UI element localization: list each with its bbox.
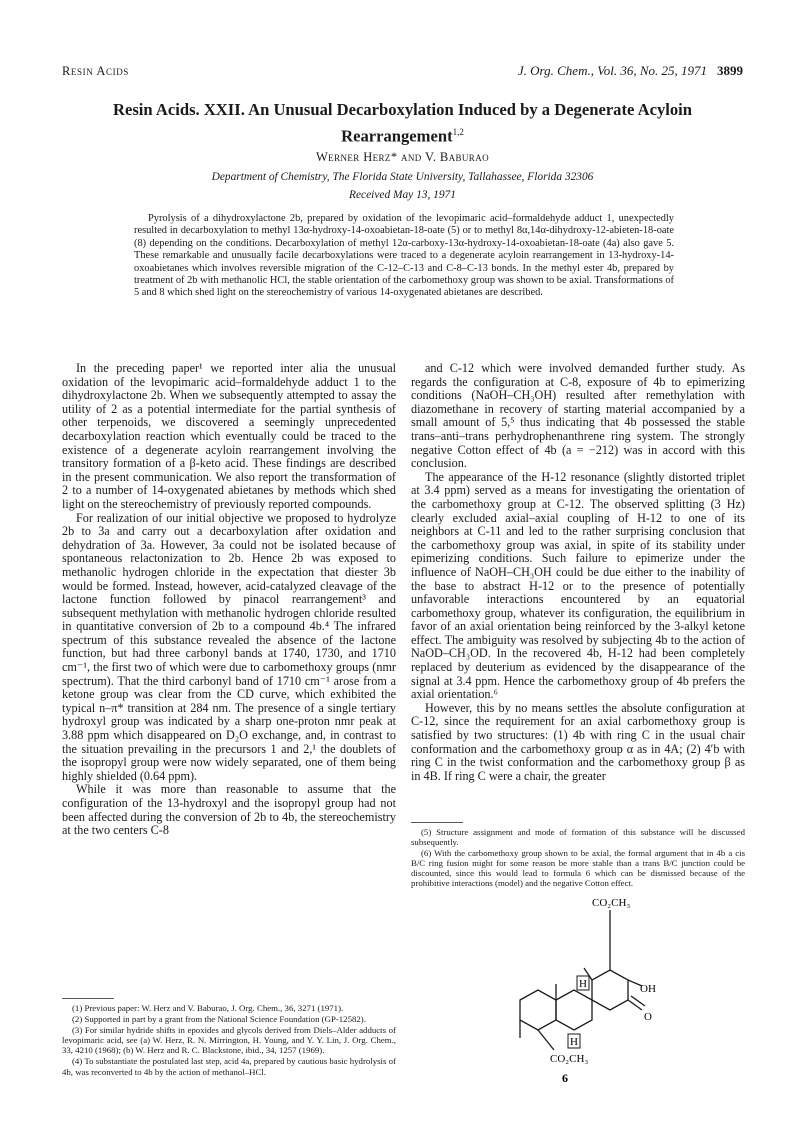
page-number: 3899 (717, 63, 743, 78)
article-title-text: Resin Acids. XXII. An Unusual Decarboxylation Induced by a Degenerate Acyloin Rearrangement (113, 100, 692, 146)
received-date: Received May 13, 1971 (349, 189, 456, 201)
o-label: O (644, 1011, 652, 1023)
running-header-section: Resin Acids (62, 64, 129, 78)
authors: Werner Herz* and V. Baburao (315, 150, 490, 164)
footnote: (2) Supported in part by a grant from the National Science Foundation (GP-12582). (72, 1014, 366, 1025)
bond-bottom (538, 1030, 554, 1050)
footnote: (1) Previous paper: W. Herz and V. Baburao, J. Org. Chem., 36, 3271 (1971). (72, 1003, 344, 1013)
bond-carbonyl (628, 1000, 642, 1010)
ring-a (520, 990, 556, 1030)
footnote: (6) With the carbomethoxy group shown to be axial, the formal argument that in 4b a cis B/C ring fusion might for some reason be more stable than a trans B/C junction could be discounted, since this would lead to formula 6 which can be dismissed because of the prohibitive interactions (model) and the negative Cotton effect. (411, 848, 745, 889)
footnote: (3) For similar hydride shifts in epoxides and glycols derived from Diels–Alder adducts of levopimaric acid, see (a) W. Herz, R. N. Mirrington, H. Young, and Y. Y. Lin, J. Org. Chem., 33, 4210 (1968); (b) W. Herz and R. C. Blackstone, ibid., 34, 1257 (1969). (62, 1025, 396, 1056)
footnote-rule (62, 998, 114, 999)
ring-b (556, 990, 592, 1030)
title-footnote-refs: 1,2 (452, 127, 464, 137)
journal-citation: J. Org. Chem., Vol. 36, No. 25, 1971 (517, 63, 707, 78)
bottom-group-label: CO₂CH₃ (550, 1053, 589, 1065)
paragraph: For realization of our initial objective we proposed to hydrolyze 2b to 3a and carry out a decarboxylation after oxidation and dehydration of 3a. However, 3a could not be isolated because of spontaneous relactonization to 2b. Hence 2b was exposed to methanolic hydrogen chloride in the expectation that diester 3b would be formed. Instead, however, acid-catalyzed cleavage of the lactone function followed by pinacol rearrangement³ and subsequent methylation with methanolic hydrogen chloride resulted in quantitative conversion of 2b to a compound 4b.⁴ The infrared spectrum of this substance revealed the absence of the lactone function, but had three carbonyl bands at 1740, 1730, and 1710 cm⁻¹, the first two of which were due to carbomethoxy groups (nmr spectrum). That the third carbonyl band of 1710 cm⁻¹ arose from a ketone group was clear from the CD curve, which exhibited the typical n–π* transition at 284 nm. The presence of a single tertiary hydroxyl group was indicated by a sharp one-proton nmr peak at 3.88 ppm which disappeared on D₂O exchange, and, in contrast to the situation prevailing in the precursors 1 and 2,¹ the doublets of the isopropyl group were now widely separated, one of them being highly shielded (0.64 ppm). (62, 510, 396, 783)
h-lower-label: H (570, 1036, 578, 1048)
ring-c (592, 970, 628, 1010)
abstract-text: Pyrolysis of a dihydroxylactone 2b, prepared by oxidation of the levopimaric acid–formaldehyde adduct 1, unexpectedly resulted in decarboxylation to methyl 13α-hydroxy-14-oxoabietan-18-oate (5) or to methyl 8α,14α-dihydroxy-12-abieten-18-oate (8) depending on the conditions. Decarboxylation of methyl 12α-carboxy-13α-hydroxy-14-oxoabietan-18-oate (4a) also gave 5. These remarkable and unusually facile decarboxylations were traced to a degenerate acyloin rearrangement in 13-hydroxy-14-oxoabietanes which involves reversible migration of the C-12–C-13 and C-8–C-13 bonds. In the methyl ester 4b, prepared by treatment of 2b with methanolic HCl, the stable orientation of the carbomethoxy group was shown to be axial. Transformations of 5 and 8 which shed light on the stereochemistry of various 14-oxygenated abietanes are described. (134, 213, 674, 299)
footnotes-right (411, 827, 745, 890)
top-group-label: CO₂CH₃ (592, 897, 631, 909)
structure-6-figure (480, 888, 680, 1088)
footnote: (5) Structure assignment and mode of formation of this substance will be discussed subsequently. (411, 827, 745, 848)
right-column (411, 362, 745, 783)
structure-6-drawing (480, 888, 680, 1088)
footnotes-left (62, 1003, 396, 1078)
footnote-rule (411, 822, 463, 823)
affiliation: Department of Chemistry, The Florida State University, Tallahassee, Florida 32306 (211, 171, 594, 183)
bond-carbonyl-2 (631, 996, 645, 1006)
paragraph: and C-12 which were involved demanded further study. As regards the configuration at C-8, exposure of 4b to epimerizing conditions (NaOH–CH₃OH) resulted after remethylation with diazomethane in recovery of starting material accompanied by a small amount of 5,⁵ thus indicating that 4b possessed the stable trans–anti–trans perhydrophenanthrene ring system. The strongly negative Cotton effect of 4b (a = −212) was in accord with this conclusion. (411, 361, 745, 471)
paragraph: While it was more than reasonable to assume that the configuration of the 13-hydroxyl and the isopropyl group had not been affected during the conversion of 2b to 4b, the stereochemistry at the two centers C-8 (62, 782, 396, 838)
running-header-journal (518, 63, 743, 79)
abstract (134, 213, 674, 300)
left-column (62, 362, 396, 838)
paragraph: However, this by no means settles the absolute configuration at C-12, since the requirement for an axial carbomethoxy group is satisfied by two structures: (1) 4b with ring C in the usual chair conformation and the carbomethoxy group α as in 4A; (2) 4′b with ring C in the twist conformation and the carbomethoxy group β as in 4B. If ring C were a chair, the greater (411, 700, 745, 783)
footnote: (4) To substantiate the postulated last step, acid 4a, prepared by cautious basic hydrolysis of 4b, was reconverted to 4b by the action of methanol–HCl. (62, 1056, 396, 1077)
compound-number-label: 6 (562, 1071, 568, 1085)
oh-label: OH (640, 983, 656, 995)
paragraph: The appearance of the H-12 resonance (slightly distorted triplet at 3.4 ppm) served as a means for investigating the orientation of the carbomethoxy group at C-12. The observed splitting (3 Hz) clearly excluded axial–axial coupling of H-12 to one of its neighbors at C-11 and led to the rather surprising conclusion that the carbomethoxy group was axial, in spite of its stability under epimerizing conditions. Such failure to epimerize under the influence of NaOH–CH₃OH could be due either to the inability of the base to abstract H-12 or to the presence of potentially unfavorable interactions encountered by an equatorial carbomethoxy group, whatever its configuration, the equilibrium in favor of an axial orientation being reinforced by the 3-alkyl ketone effect. The ambiguity was resolved by subjecting 4b to the action of NaOD–CH₃OD. In the recovered 4b, H-12 had been completely replaced by deuterium as evidenced by the disappearance of the signal at 3.4 ppm. Hence the carbomethoxy group of 4b prefers the axial orientation.⁶ (411, 469, 745, 702)
h-upper-label: H (579, 978, 587, 990)
paragraph: In the preceding paper¹ we reported inter alia the unusual oxidation of the levopimaric acid–formaldehyde adduct 1 to the dihydroxylactone 2b. When we subsequently attempted to assay the utility of 2 as a potential intermediate for the partial synthesis of other terpenoids, we discovered a seemingly unprecedented decarboxylation reaction which eventually could be traced to the existence of a degenerate acyloin rearrangement involving the transitory formation of a β-keto acid. These findings are described in the present communication. We also report the transformation of 2 to a number of 14-oxygenated abietanes by methods which shed light on the stereochemistry of previously reported compounds. (62, 361, 396, 511)
article-title (62, 98, 743, 148)
